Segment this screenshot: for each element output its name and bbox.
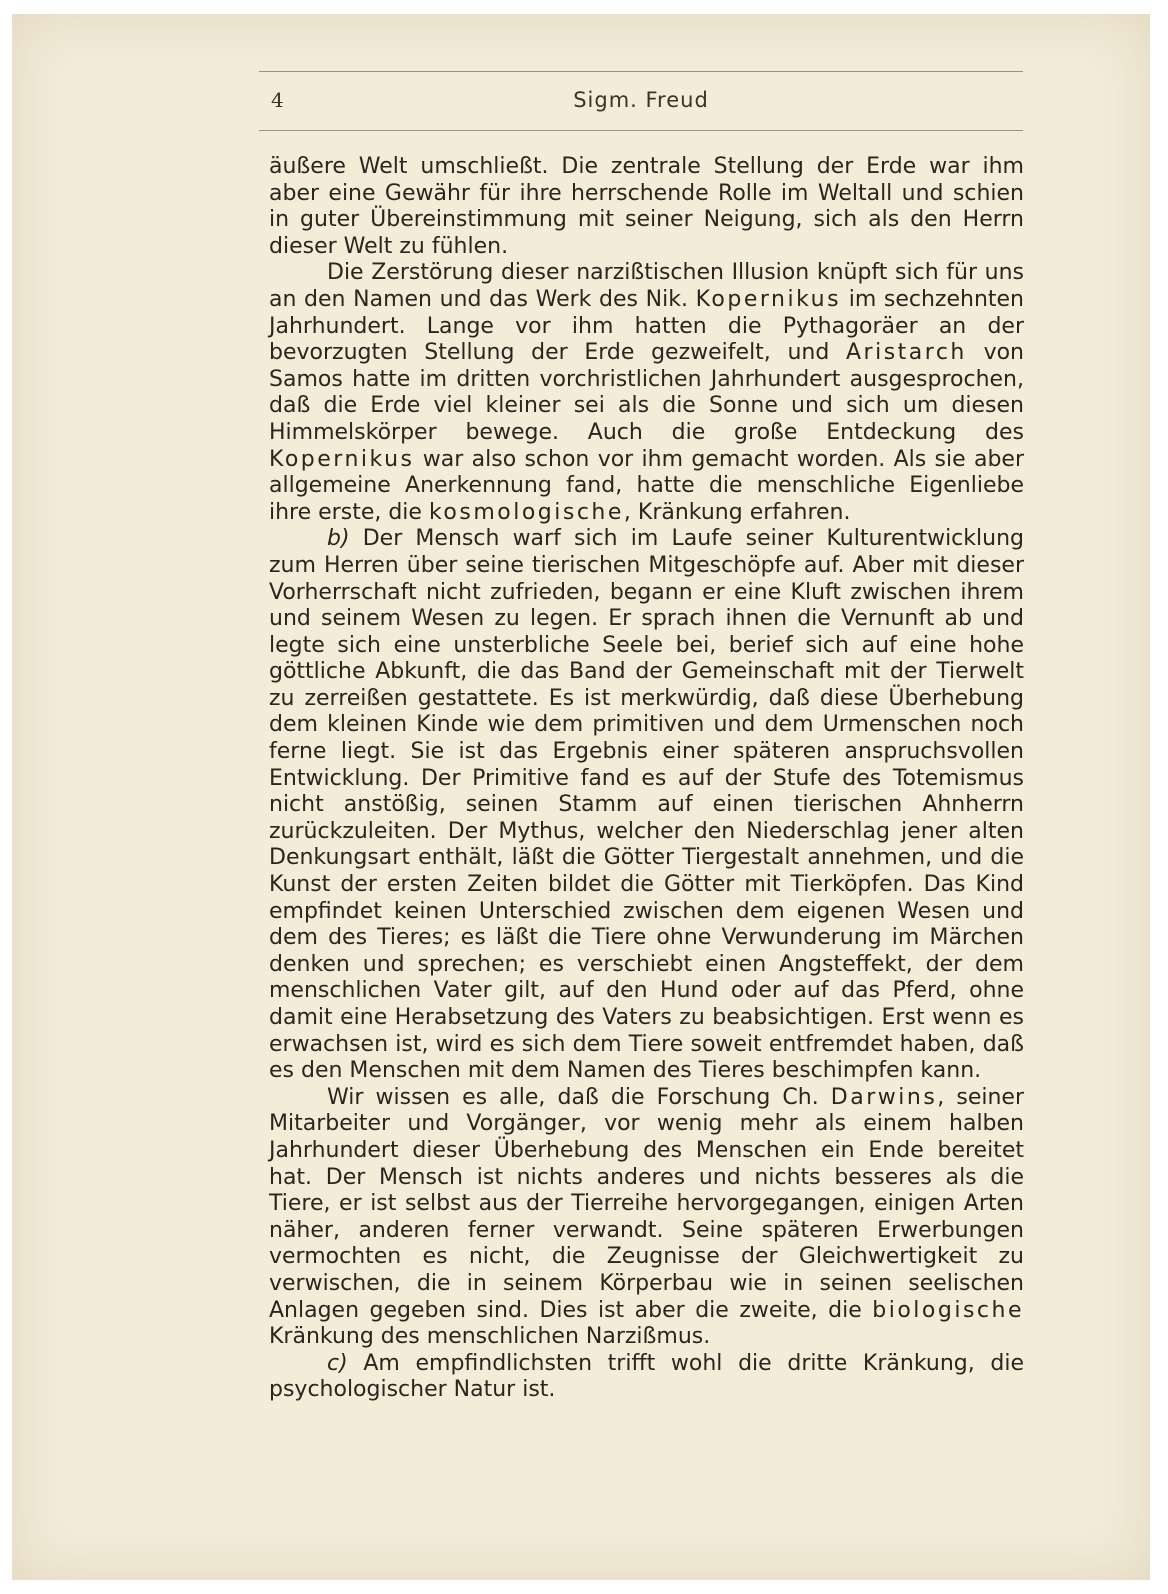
spaced-name-kopernikus: Kopernikus [695,286,842,312]
paragraph-3 [269,526,1024,1084]
body-text [269,154,1024,1404]
text-run: Am empfindlichsten trifft wohl die dritte Kränkung, die psychologischer Natur ist. [269,1350,1024,1403]
paragraph-4 [269,1085,1024,1351]
section-marker: c) [327,1350,348,1376]
running-head: Sigm. Freud [573,88,709,112]
spaced-name-kopernikus: Kopernikus [269,446,415,472]
page-number: 4 [271,88,284,112]
text-run: von Samos hatte im dritten vorchristlichen Jahrhundert ausgesprochen, daß die Erde viel kleiner sei als die Sonne und sich um diesen Himmelskörper bewege. Auch die große Entdeckung des [269,340,1024,445]
section-marker: b) [327,526,350,552]
text-run: Die Zerstörung dieser narzißtischen Illusion knüpft sich für uns an den Namen und das Werk des Nik. [269,260,1024,312]
spaced-name-aristarch: Aristarch [846,340,967,366]
book-page [12,14,1150,1580]
text-run: Wir wissen es alle, daß die Forschung Ch. [327,1084,831,1110]
text-run: , Kränkung erfahren. [623,499,851,525]
paragraph-1 [269,154,1024,260]
text-run: äußere Welt umschließt. Die zentrale Stellung der Erde war ihm aber eine Gewähr für ihre herrschende Rolle im Weltall und schien in guter Übereinstimmung mit seiner Neigung, sich als den Herrn dieser Welt zu fühlen. [269,154,1024,259]
paragraph-2 [269,260,1024,526]
text-run: , seiner Mitarbeiter und Vorgänger, vor wenig mehr als einem halben Jahrhundert dieser Überhebung des Menschen ein Ende bereitet hat. Der Mensch ist nichts anderes und nichts besseres als die Tiere, er ist selbst aus der Tierreihe hervorgegangen, einigen Arten näher, anderen ferner verwandt. Seine späteren Erwerbungen vermochten es nicht, die Zeugnisse der Gleichwertigkeit zu verwischen, die in seinem Körperbau wie in seinen seelischen Anlagen gegeben sind. Dies ist aber die zweite, die [269,1084,1024,1323]
page-header [259,71,1023,131]
paragraph-5 [269,1351,1024,1404]
text-run: war also schon vor ihm gemacht worden. Als sie aber allgemeine Anerkennung fand, hatte die menschliche Eigenliebe ihre erste, die [269,446,1024,525]
spaced-name-darwins: Darwins [830,1084,938,1110]
text-run: im sechzehnten Jahrhundert. Lange vor ihm hatten die Pythagoräer an der bevorzugten Stellung der Erde gezweifelt, und [269,286,1024,366]
text-run: Der Mensch warf sich im Laufe seiner Kulturentwicklung zum Herren über seine tierischen Mitgeschöpfe auf. Aber mit dieser Vorherrschaft nicht zufrieden, begann er eine Kluft zwischen ihrem und seinem Wesen zu legen. Er sprach ihnen die Vernunft ab und legte sich eine unsterbliche Seele bei, berief sich auf eine hohe göttliche Abkunft, die das Band der Gemeinschaft mit der Tierwelt zu zerreißen gestattete. Es ist merkwürdig, daß diese Überhebung dem kleinen Kinde wie dem primitiven und dem Urmenschen noch ferne liegt. Sie ist das Ergebnis einer späteren anspruchsvollen Entwicklung. Der Primitive fand es auf der Stufe des Totemismus nicht anstößig, seinen Stamm auf einen tierischen Ahnherrn zurückzuleiten. Der Mythus, welcher den Niederschlag jener alten Denkungsart enthält, läßt die Götter Tiergestalt annehmen, und die Kunst der ersten Zeiten bildet die Götter mit Tierköpfen. Das Kind empfindet keinen Unterschied zwischen dem eigenen Wesen und dem des Tieres; es läßt die Tiere ohne Verwunderung im Märchen denken und sprechen; es verschiebt einen Angsteffekt, der dem menschlichen Vater gilt, auf den Hund oder auf das Pferd, ohne damit eine Herabsetzung des Vaters zu beabsichtigen. Erst wenn es erwachsen ist, wird es sich dem Tiere soweit entfremdet haben, daß es den Menschen mit dem Namen des Tieres beschimpfen kann. [269,526,1024,1084]
text-run: Kränkung des menschlichen Narzißmus. [269,1324,711,1350]
spaced-term-kosmologische: kosmologische [428,499,624,525]
spaced-term-biologische: biologische [872,1297,1024,1323]
